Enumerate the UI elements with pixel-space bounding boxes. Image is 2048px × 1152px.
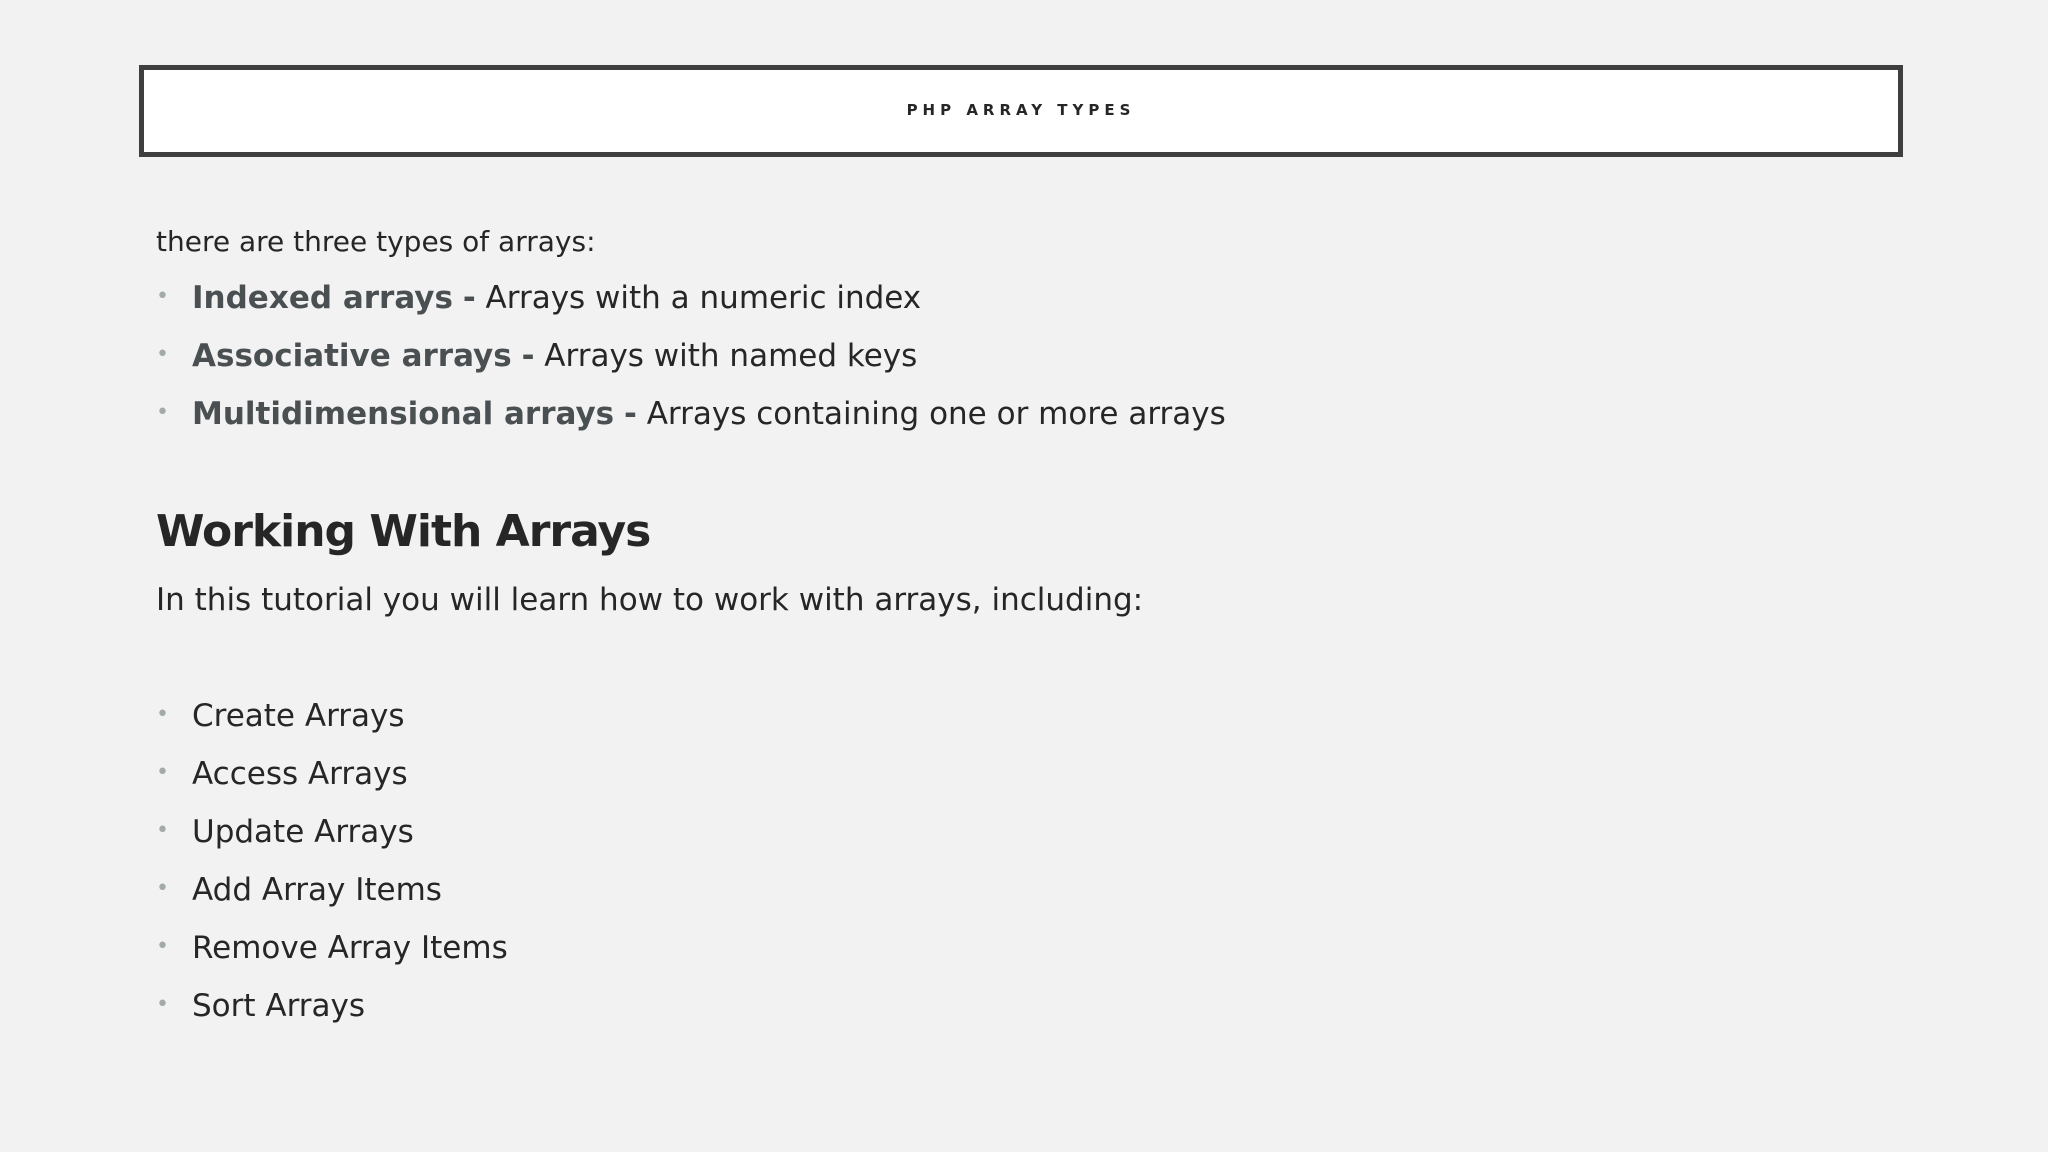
list-item xyxy=(156,928,508,986)
type-description: Arrays with a numeric index xyxy=(485,280,922,316)
list-item xyxy=(156,336,1226,394)
bullet-icon: • xyxy=(156,284,169,309)
bullet-icon: • xyxy=(156,760,169,785)
type-description: Arrays with named keys xyxy=(544,338,918,374)
task-label: Remove Array Items xyxy=(192,930,508,966)
bullet-icon: • xyxy=(156,876,169,901)
type-term: Associative arrays xyxy=(192,338,512,374)
list-item xyxy=(156,754,508,812)
intro-text: there are three types of arrays: xyxy=(156,225,596,258)
task-label: Update Arrays xyxy=(192,814,414,850)
bullet-icon: • xyxy=(156,400,169,425)
section-heading: Working With Arrays xyxy=(156,506,651,557)
type-separator: - xyxy=(521,338,535,374)
tasks-list xyxy=(156,696,508,1044)
list-item xyxy=(156,278,1226,336)
list-item xyxy=(156,870,508,928)
list-item xyxy=(156,812,508,870)
task-label: Sort Arrays xyxy=(192,988,366,1024)
list-item xyxy=(156,696,508,754)
bullet-icon: • xyxy=(156,992,169,1017)
list-item xyxy=(156,394,1226,452)
section-subtitle: In this tutorial you will learn how to work with arrays, including: xyxy=(156,582,1144,618)
bullet-icon: • xyxy=(156,342,169,367)
task-label: Create Arrays xyxy=(192,698,405,734)
bullet-icon: • xyxy=(156,702,169,727)
type-separator: - xyxy=(623,396,637,432)
type-term: Multidimensional arrays xyxy=(192,396,615,432)
task-label: Access Arrays xyxy=(192,756,408,792)
array-types-list xyxy=(156,278,1226,452)
title-box xyxy=(139,65,1903,157)
slide-title: PHP ARRAY TYPES xyxy=(906,101,1136,119)
bullet-icon: • xyxy=(156,818,169,843)
type-separator: - xyxy=(462,280,476,316)
type-term: Indexed arrays xyxy=(192,280,453,316)
type-description: Arrays containing one or more arrays xyxy=(646,396,1226,432)
task-label: Add Array Items xyxy=(192,872,442,908)
bullet-icon: • xyxy=(156,934,169,959)
list-item xyxy=(156,986,508,1044)
